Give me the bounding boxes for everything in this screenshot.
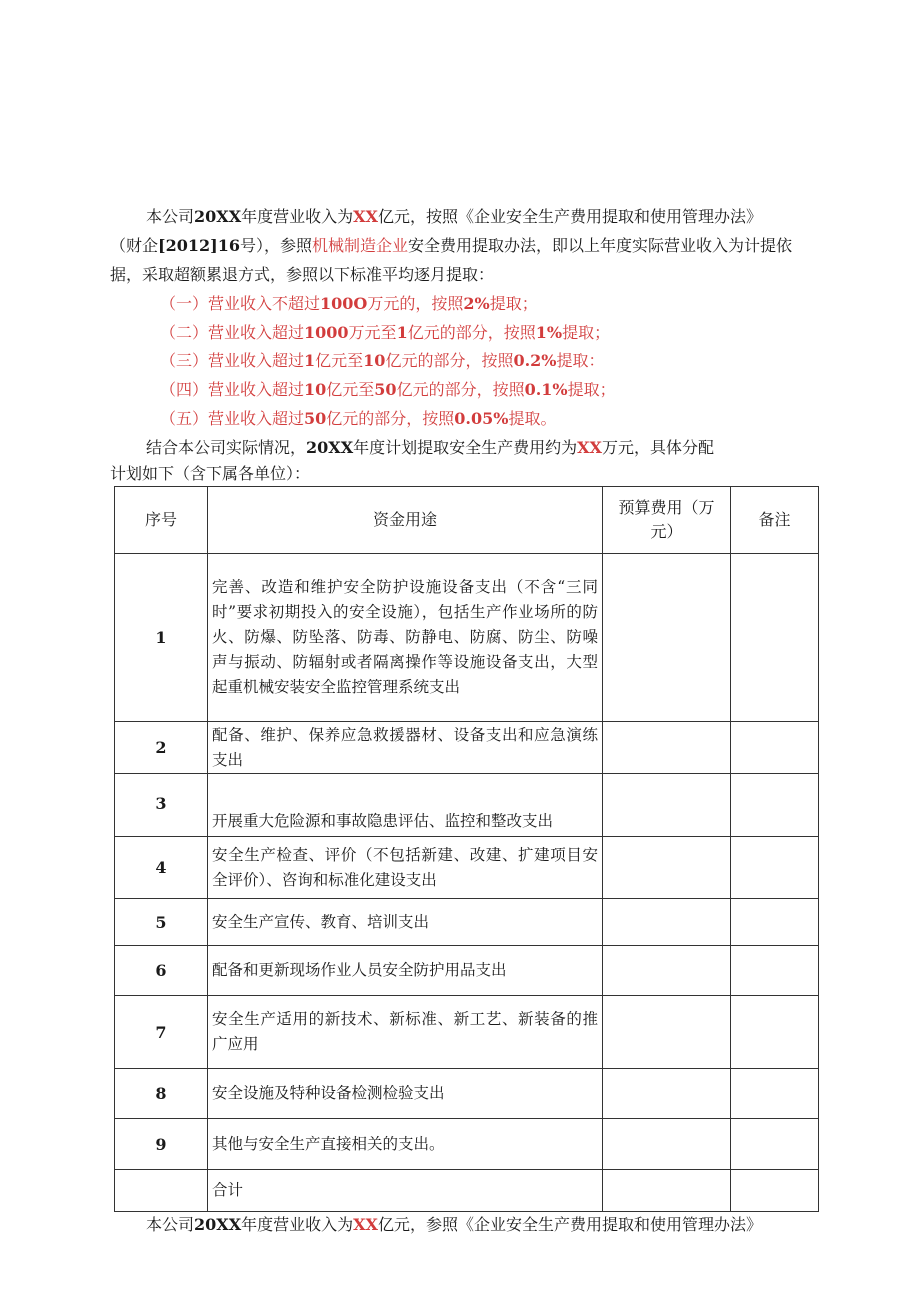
- row-budget-cell[interactable]: [603, 1119, 731, 1170]
- rule-2: （二）营业收入超过1000万元至1亿元的部分，按照1%提取；: [160, 323, 611, 342]
- total-label: 合计: [208, 1170, 603, 1212]
- table-row: [115, 1119, 819, 1170]
- header-budget: 预算费用（万元）: [603, 487, 731, 554]
- row-num: 5: [115, 899, 208, 946]
- row-use: 配备、维护、保养应急救援器材、设备支出和应急演练支出: [208, 722, 603, 774]
- header-use: 资金用途: [208, 487, 603, 554]
- row-budget-cell[interactable]: [603, 996, 731, 1069]
- footer-line: 本公司20XX年度营业收入为XX亿元，参照《企业安全生产费用提取和使用管理办法》: [146, 1215, 762, 1234]
- row-note-cell[interactable]: [731, 996, 819, 1069]
- row-note-cell[interactable]: [731, 774, 819, 837]
- table-row: [115, 1069, 819, 1119]
- header-note: 备注: [731, 487, 819, 554]
- row-note-cell[interactable]: [731, 1119, 819, 1170]
- table-row: [115, 899, 819, 946]
- plan-line-2: 计划如下（含下属各单位）：: [110, 464, 311, 483]
- intro-line-1: 本公司20XX年度营业收入为XX亿元，按照《企业安全生产费用提取和使用管理办法》: [146, 207, 762, 226]
- table-row: [115, 554, 819, 722]
- total-note-cell[interactable]: [731, 1170, 819, 1212]
- row-num: 2: [115, 722, 208, 774]
- header-seq: 序号: [115, 487, 208, 554]
- row-num: 8: [115, 1069, 208, 1119]
- table-total-row: [115, 1170, 819, 1212]
- row-use: 安全生产检查、评价（不包括新建、改建、扩建项目安全评价）、咨询和标准化建设支出: [208, 837, 603, 899]
- total-budget-cell[interactable]: [603, 1170, 731, 1212]
- row-note-cell[interactable]: [731, 946, 819, 996]
- row-budget-cell[interactable]: [603, 774, 731, 837]
- row-num: 4: [115, 837, 208, 899]
- rule-1: （一）营业收入不超过100O万元的，按照2%提取；: [160, 294, 538, 313]
- table-row: [115, 837, 819, 899]
- intro-line-2: （财企[2012]16号），参照机械制造企业安全费用提取办法，即以上年度实际营业收入为计提依: [110, 236, 792, 255]
- table-row: [115, 774, 819, 837]
- row-budget-cell[interactable]: [603, 899, 731, 946]
- row-budget-cell[interactable]: [603, 1069, 731, 1119]
- rule-4: （四）营业收入超过10亿元至50亿元的部分，按照0.1%提取；: [160, 380, 616, 399]
- row-use: 配备和更新现场作业人员安全防护用品支出: [208, 946, 603, 996]
- row-note-cell[interactable]: [731, 722, 819, 774]
- row-use: 安全生产适用的新技术、新标准、新工艺、新装备的推广应用: [208, 996, 603, 1069]
- row-num: 6: [115, 946, 208, 996]
- row-num: 1: [115, 554, 208, 722]
- row-note-cell[interactable]: [731, 554, 819, 722]
- row-use: 开展重大危险源和事故隐患评估、监控和整改支出: [208, 774, 603, 837]
- row-budget-cell[interactable]: [603, 554, 731, 722]
- row-note-cell[interactable]: [731, 837, 819, 899]
- row-budget-cell[interactable]: [603, 837, 731, 899]
- rule-5: （五）营业收入超过50亿元的部分，按照0.05%提取。: [160, 409, 557, 428]
- budget-table: [114, 486, 819, 1212]
- row-use: 安全设施及特种设备检测检验支出: [208, 1069, 603, 1119]
- table-header-row: [115, 487, 819, 554]
- row-num: 7: [115, 996, 208, 1069]
- table-row: [115, 996, 819, 1069]
- row-budget-cell[interactable]: [603, 722, 731, 774]
- row-note-cell[interactable]: [731, 1069, 819, 1119]
- table-row: [115, 722, 819, 774]
- row-note-cell[interactable]: [731, 899, 819, 946]
- plan-line-1: 结合本公司实际情况，20XX年度计划提取安全生产费用约为XX万元，具体分配: [146, 438, 714, 457]
- row-use: 其他与安全生产直接相关的支出。: [208, 1119, 603, 1170]
- table-row: [115, 946, 819, 996]
- row-budget-cell[interactable]: [603, 946, 731, 996]
- row-use: 安全生产宣传、教育、培训支出: [208, 899, 603, 946]
- rule-3: （三）营业收入超过1亿元至10亿元的部分，按照0.2%提取：: [160, 351, 605, 370]
- row-num: 9: [115, 1119, 208, 1170]
- total-num-cell: [115, 1170, 208, 1212]
- intro-line-3: 据，采取超额累退方式，参照以下标准平均逐月提取：: [110, 265, 495, 284]
- row-num: 3: [115, 774, 208, 837]
- row-use: 完善、改造和维护安全防护设施设备支出（不含“三同时”要求初期投入的安全设施），包括生产作业场所的防火、防爆、防坠落、防毒、防静电、防腐、防尘、防噪声与振动、防辐射或者隔离操作等设施设备支出，大型起重机械安装安全监控管理系统支出: [208, 554, 603, 722]
